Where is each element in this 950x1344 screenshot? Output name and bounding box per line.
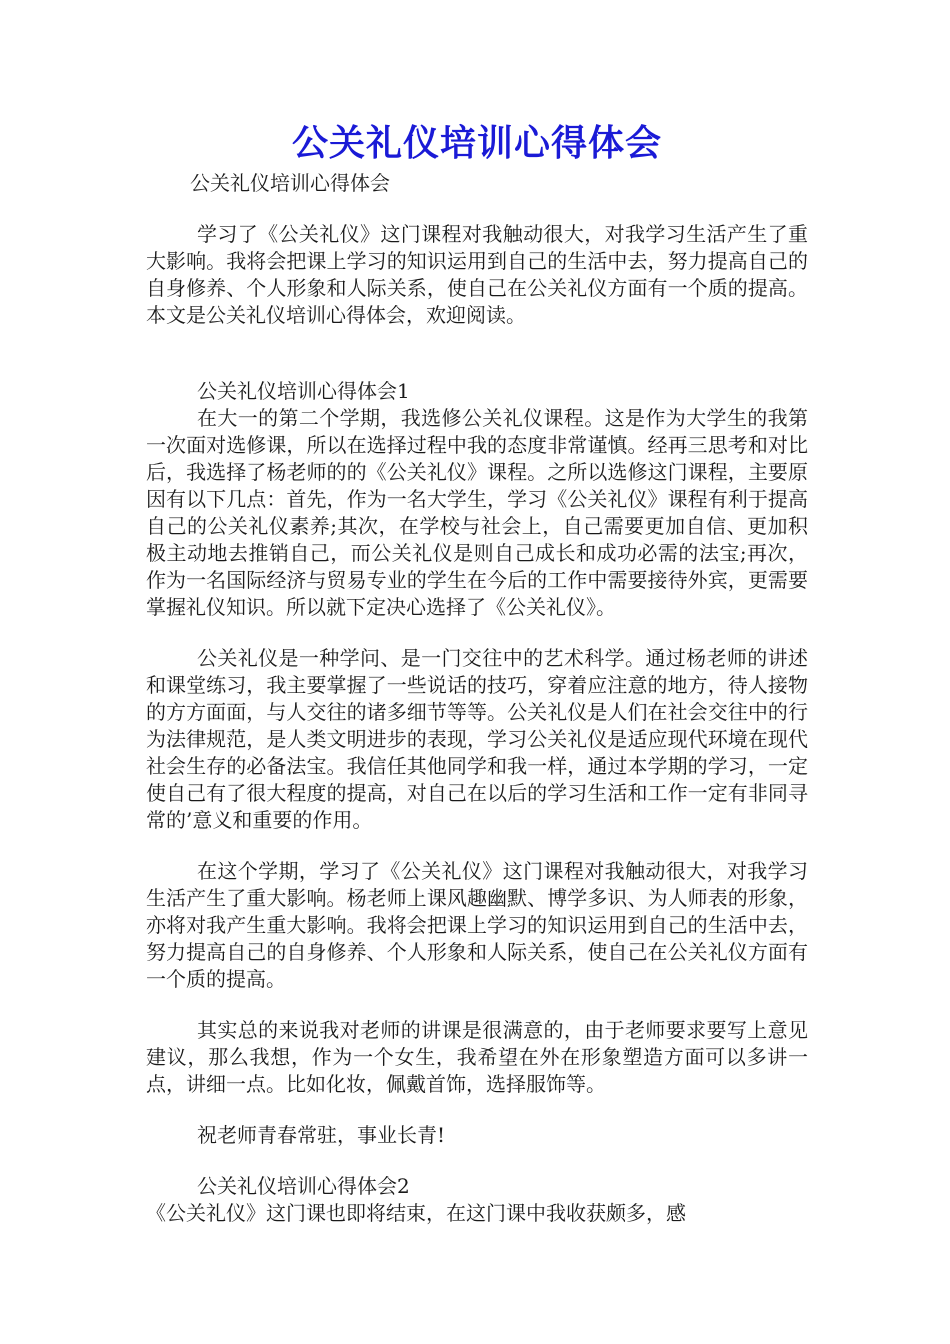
body-paragraph: 在大一的第二个学期，我选修公关礼仪课程。这是作为大学生的我第一次面对选修课，所以在选择过程中我的态度非常谨慎。经再三思考和对比后，我选择了杨老师的的《公关礼仪》课程。之所以选修这门课程，主要原因有以下几点：首先，作为一名大学生，学习《公关礼仪》课程有利于提高自己的公关礼仪素养;其次，在学校与社会上，自己需要更加自信、更加积极主动地去推销自己，而公关礼仪是则自己成长和成功必需的法宝;再次，作为一名国际经济与贸易专业的学生在今后的工作中需要接待外宾，更需要掌握礼仪知识。所以就下定决心选择了《公关礼仪》。	[146, 406, 808, 619]
spacer	[146, 834, 808, 858]
document-subtitle: 公关礼仪培训心得体会	[190, 171, 390, 195]
body-paragraph: 在这个学期，学习了《公关礼仪》这门课程对我触动很大，对我学习生活产生了重大影响。杨老师上课风趣幽默、博学多识、为人师表的形象，亦将对我产生重大影响。我将会把课上学习的知识运用到自己的生活中去，努力提高自己的自身修养、个人形象和人际关系，使自己在公关礼仪方面有一个质的提高。	[146, 859, 808, 991]
document-title: 公关礼仪培训心得体会	[291, 123, 662, 164]
spacer	[146, 993, 808, 1017]
spacer	[146, 329, 808, 378]
closing-line: 祝老师青春常驻，事业长青!	[197, 1123, 446, 1147]
body-paragraph: 公关礼仪是一种学问、是一门交往中的艺术科学。通过杨老师的讲述和课堂练习，我主要掌握了一些说话的技巧，穿着应注意的地方，待人接物的方方面面，与人交往的诸多细节等等。公关礼仪是人们在社会交往中的行为法律规范，是人类文明进步的表现，学习公关礼仪是适应现代环境在现代社会生存的必备法宝。我信任其他同学和我一样，通过本学期的学习，一定使自己有了很大程度的提高，对自己在以后的学习生活和工作一定有非同寻常的’意义和重要的作用。	[146, 646, 808, 832]
spacer	[146, 197, 808, 221]
spacer	[146, 621, 808, 645]
spacer	[146, 1098, 808, 1122]
body-paragraph: 《公关礼仪》这门课也即将结束，在这门课中我收获颇多，感	[146, 1201, 686, 1225]
intro-paragraph: 学习了《公关礼仪》这门课程对我触动很大，对我学习生活产生了重大影响。我将会把课上学习的知识运用到自己的生活中去，努力提高自己的自身修养、个人形象和人际关系，使自己在公关礼仪方面有一个质的提高。本文是公关礼仪培训心得体会，欢迎阅读。	[146, 222, 808, 327]
document-page	[146, 118, 808, 1227]
section-heading: 公关礼仪培训心得体会2	[197, 1174, 410, 1198]
body-paragraph: 其实总的来说我对老师的讲课是很满意的，由于老师要求要写上意见建议，那么我想，作为一个女生，我希望在外在形象塑造方面可以多讲一点，讲细一点。比如化妆，佩戴首饰，选择服饰等。	[146, 1018, 808, 1096]
section-heading: 公关礼仪培训心得体会1	[197, 379, 410, 403]
spacer	[146, 1149, 808, 1173]
